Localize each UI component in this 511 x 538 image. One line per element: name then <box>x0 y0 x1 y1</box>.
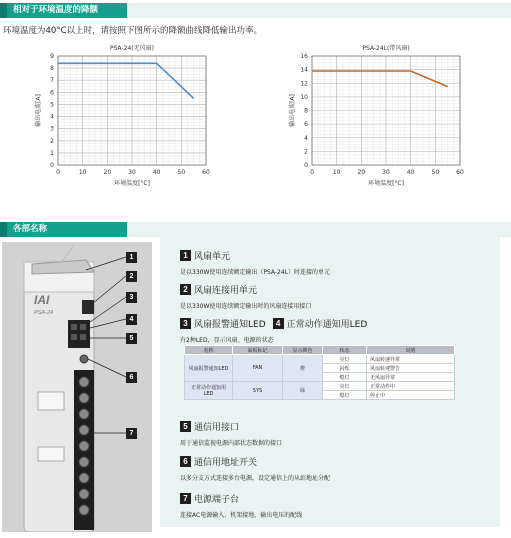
item-number: 2 <box>180 284 191 295</box>
product-photo <box>2 242 152 532</box>
chart-title: PSA-24L(带风扇) <box>362 45 410 52</box>
item-fan-unit <box>180 249 330 276</box>
y-tick-label: 10 <box>300 93 308 101</box>
x-axis-label: 环境温度[°C] <box>114 180 150 187</box>
table-cell: 亮灯 <box>323 382 367 391</box>
item-title: 电源端子台 <box>194 495 240 505</box>
y-tick-label: 8 <box>304 107 308 115</box>
item-number: 4 <box>273 318 284 329</box>
x-tick-label: 40 <box>406 169 415 176</box>
x-tick-label: 0 <box>56 169 60 176</box>
item-leds <box>180 317 367 344</box>
item-title: 风扇连接用单元 <box>194 286 258 296</box>
table-cell: 无风扇异常 <box>367 373 455 382</box>
callout-2: 2 <box>126 271 137 282</box>
chart-svg <box>18 40 218 195</box>
x-tick-label: 60 <box>202 169 210 176</box>
table-cell: 停止中 <box>367 391 455 400</box>
callout-5: 5 <box>126 333 137 344</box>
chart-title: PSA-24(无风扇) <box>110 45 154 52</box>
y-tick-label: 0 <box>50 162 54 169</box>
item-number: 6 <box>180 456 191 467</box>
callout-6: 6 <box>126 372 137 383</box>
item-title: 风扇单元 <box>194 252 231 262</box>
y-tick-label: 6 <box>50 89 54 97</box>
item-desc: 有2种LED，显示风扇、电源的状态 <box>180 337 274 344</box>
item-address-switch <box>180 455 330 482</box>
y-tick-label: 8 <box>50 65 54 73</box>
y-tick-label: 2 <box>304 148 308 156</box>
item-number: 5 <box>180 421 191 432</box>
table-header: 状态 <box>323 346 367 355</box>
y-tick-label: 2 <box>50 137 54 145</box>
x-axis-label: 环境温度[°C] <box>368 180 404 187</box>
item-fan-connector <box>180 283 311 310</box>
item-title: 通信用地址开关 <box>194 458 258 468</box>
table-cell: 橙 <box>283 355 323 382</box>
section-header-derating <box>0 3 511 18</box>
item-terminal-block <box>180 492 302 519</box>
y-tick-label: 1 <box>50 149 54 157</box>
table-cell: 熄灯 <box>323 373 367 382</box>
x-tick-label: 20 <box>103 169 112 176</box>
item-number: 7 <box>180 493 191 504</box>
callout-3: 3 <box>126 292 137 303</box>
callout-4: 4 <box>126 314 137 325</box>
x-tick-label: 30 <box>128 169 136 176</box>
callout-7: 7 <box>126 428 137 439</box>
table-cell: 风扇转速异常 <box>367 355 455 364</box>
intro-text: 环境温度为40°C以上时，请按照下图所示的降额曲线降低输出功率。 <box>3 26 263 36</box>
table-cell: SYS <box>233 382 283 400</box>
x-tick-label: 0 <box>310 169 314 176</box>
table-cell: 熄灯 <box>323 391 367 400</box>
y-tick-label: 5 <box>50 101 54 109</box>
y-axis-label: 输出电流[A] <box>35 94 42 127</box>
table-header: 说明 <box>367 346 455 355</box>
logo-text: IAI <box>34 293 50 307</box>
led-status-table <box>184 345 455 400</box>
x-tick-label: 50 <box>431 169 440 176</box>
y-axis-label: 输出电流[A] <box>289 94 296 127</box>
x-tick-label: 40 <box>152 169 161 176</box>
item-desc: 连接AC电源输入、机架接地、输出电压的配线 <box>180 512 303 519</box>
y-tick-label: 7 <box>50 77 54 85</box>
table-cell: 风扇转速警告 <box>367 364 455 373</box>
item-desc: 是以330W使用连续额定输出时的风扇连接用接口 <box>180 303 312 310</box>
table-cell: FAN <box>233 355 283 382</box>
x-tick-label: 10 <box>78 169 87 176</box>
y-tick-label: 16 <box>300 53 308 60</box>
item-title: 风扇报警通知LED <box>194 320 266 330</box>
table-header: 显示颜色 <box>283 346 323 355</box>
item-number: 3 <box>180 318 191 329</box>
chart-svg <box>272 40 472 195</box>
table-row <box>185 382 455 391</box>
callout-leader-lines <box>2 242 152 532</box>
item-title: 通信用接口 <box>194 423 240 433</box>
x-tick-label: 30 <box>382 169 390 176</box>
table-cell: 亮灯 <box>323 355 367 364</box>
item-desc: 用于通信监视电源内部状态数据的接口 <box>180 440 283 447</box>
table-cell: 正常动作通知用LED <box>185 382 233 400</box>
y-tick-label: 6 <box>304 121 308 129</box>
table-cell: 风扇报警通知LED <box>185 355 233 382</box>
section-title: 相对于环境温度的降额 <box>7 3 127 18</box>
item-title: 正常动作通知用LED <box>286 320 368 330</box>
item-desc: 以多分支方式连接多台电源，设定通信上的从站地址分配 <box>180 475 331 482</box>
item-comm-interface <box>180 420 282 447</box>
x-tick-label: 10 <box>332 169 341 176</box>
y-tick-label: 3 <box>50 125 54 133</box>
y-tick-label: 9 <box>50 53 54 60</box>
table-header: 名称 <box>185 346 233 355</box>
section-title: 各部名称 <box>7 222 127 237</box>
x-tick-label: 50 <box>177 169 186 176</box>
y-tick-label: 14 <box>300 66 308 74</box>
table-cell: 闪烁 <box>323 364 367 373</box>
y-tick-label: 4 <box>50 113 54 121</box>
callout-1: 1 <box>126 252 137 263</box>
table-cell: 正常动作中 <box>367 382 455 391</box>
item-desc: 是以330W使用连续额定输出（PSA-24L）时连接的单元 <box>180 269 331 276</box>
x-tick-label: 60 <box>456 169 464 176</box>
model-text: PSA-24 <box>34 310 53 316</box>
y-tick-label: 12 <box>300 80 308 88</box>
x-tick-label: 20 <box>357 169 366 176</box>
y-tick-label: 0 <box>304 162 308 169</box>
section-header-parts <box>0 222 511 237</box>
y-tick-label: 4 <box>304 134 308 142</box>
table-row <box>185 355 455 364</box>
table-header: 面板标记 <box>233 346 283 355</box>
derating-chart-with-fan <box>272 40 472 195</box>
derating-chart-no-fan <box>18 40 218 195</box>
item-number: 1 <box>180 250 191 261</box>
table-cell: 绿 <box>283 382 323 400</box>
parts-description-panel <box>160 237 500 527</box>
